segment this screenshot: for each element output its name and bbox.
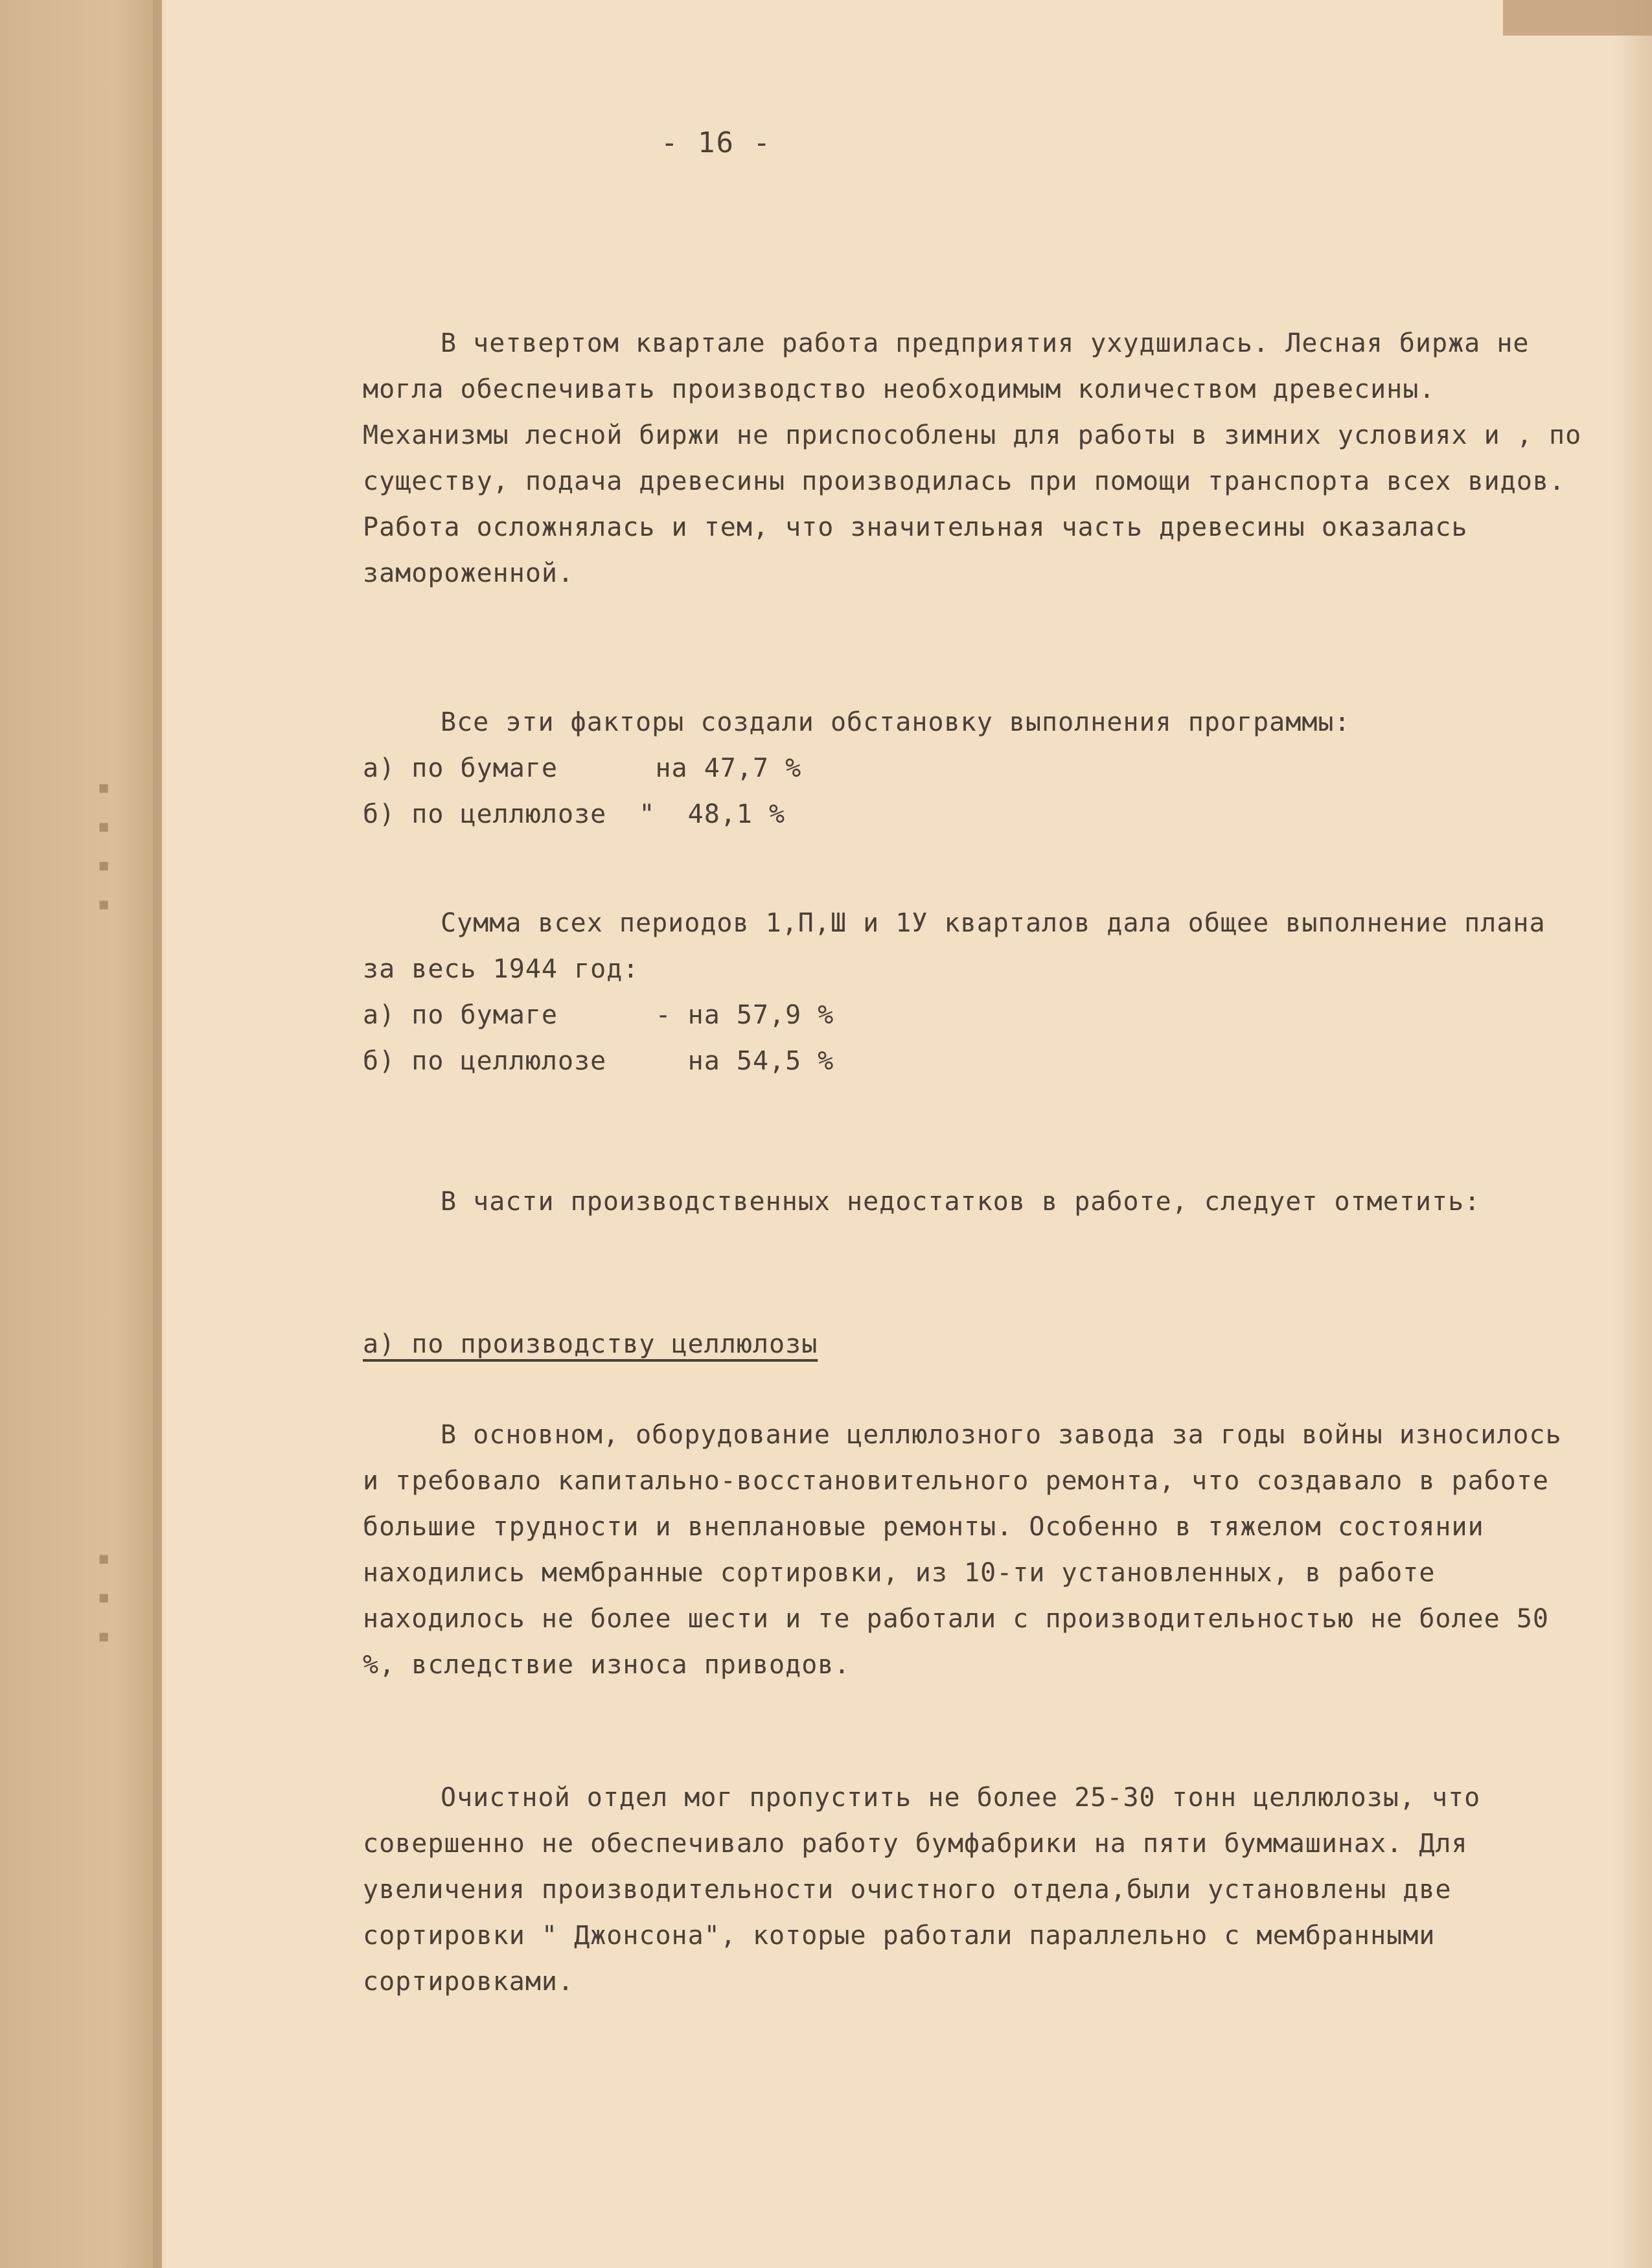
ghost-mark: ▪ bbox=[97, 1623, 111, 1649]
paragraph-pulp-equipment: В основном, оборудование целлюлозного завода за годы войны износилось и требовало капитально-восстановительного ремонта, что создавало в работе большие трудности и внеплановые ремонты. Особенно в тяжелом состоянии находились мембранные сортировки, из 10-ти установленных, в работе находилось не более шести и те работали с производительностью не более 50 %, вследствие износа приводов. bbox=[363, 1420, 1562, 1680]
ghost-mark: ▪ bbox=[97, 891, 111, 917]
ghost-mark: ▪ bbox=[97, 852, 111, 878]
paragraph-cleaning-department: Очистной отдел мог пропустить не более 25-30 тонн целлюлозы, что совершенно не обеспечивало работу бумфабрики на пяти буммашинах. Для увеличения производительности очистного отдела,были установлены две сортировки " Джонсона", которые работали параллельно с мембранными сортировками. bbox=[363, 1783, 1481, 1997]
ghost-mark: ▪ bbox=[97, 774, 111, 800]
binding-strip bbox=[0, 0, 162, 2268]
right-page-edge bbox=[1613, 0, 1652, 2268]
list-item: б) по целлюлозе " 48,1 % bbox=[363, 799, 786, 829]
list-item: б) по целлюлозе на 54,5 % bbox=[363, 1046, 834, 1076]
binding-shadow bbox=[153, 0, 167, 2268]
paragraph-fourth-quarter: В четвертом квартале работа предприятия ухудшилась. Лесная биржа не могла обеспечивать производство необходимым количеством древесины. Механизмы лесной биржи не приспособлены для работы в зимних условиях и , по существу, подача древесины производилась при помощи транспорта всех видов. Работа осложнялась и тем, что значительная часть древесины оказалась замороженной. bbox=[363, 328, 1582, 588]
paragraph-annual-total: Сумма всех периодов 1,П,Ш и 1У кварталов дала общее выполнение плана за весь 1944 год: bbox=[363, 908, 1546, 984]
list-item: а) по бумаге на 47,7 % bbox=[363, 753, 802, 783]
paragraph-shortcomings: В части производственных недостатков в работе, следует отметить: bbox=[441, 1187, 1481, 1217]
list-item: а) по бумаге - на 57,9 % bbox=[363, 1000, 834, 1030]
ghost-mark: ▪ bbox=[97, 1545, 111, 1571]
page-number: - 16 - bbox=[661, 126, 772, 159]
ghost-mark: ▪ bbox=[97, 1584, 111, 1610]
paragraph-factors: Все эти факторы создали обстановку выполнения программы: bbox=[441, 707, 1351, 737]
ghost-mark: ▪ bbox=[97, 813, 111, 839]
section-heading: а) по производству целлюлозы bbox=[363, 1329, 818, 1359]
